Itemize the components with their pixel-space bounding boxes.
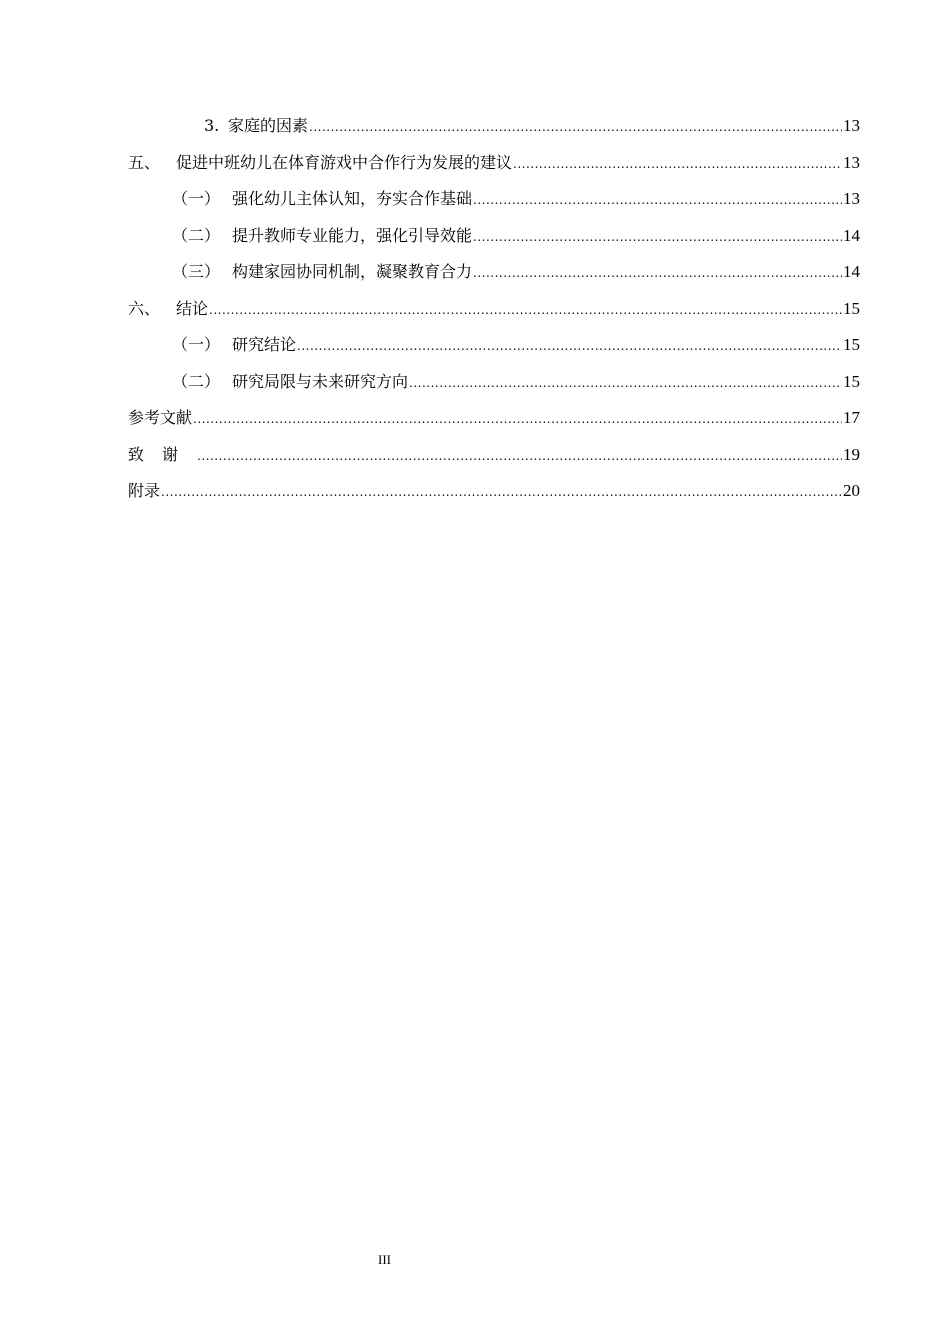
dot-leader bbox=[473, 225, 842, 249]
toc-entry-title: 提升教师专业能力，强化引导效能 bbox=[232, 225, 473, 245]
toc-entry-title: 研究结论 bbox=[232, 335, 297, 354]
footer-page-number: III bbox=[378, 1252, 391, 1267]
dot-leader bbox=[197, 444, 842, 468]
toc-entry-page: 14 bbox=[843, 262, 860, 281]
dot-leader bbox=[161, 480, 842, 504]
dot-leader bbox=[209, 298, 842, 322]
toc-entry-title: 致谢 bbox=[128, 444, 197, 464]
toc-entry-page: 13 bbox=[843, 152, 860, 172]
toc-entry-references[interactable] bbox=[128, 406, 860, 443]
dot-leader bbox=[409, 371, 842, 395]
toc-entry-family-factors[interactable] bbox=[128, 114, 860, 151]
toc-entry-appendix[interactable] bbox=[128, 479, 860, 516]
toc-entry-number: （一） bbox=[172, 335, 221, 354]
table-of-contents bbox=[128, 114, 860, 516]
toc-entry-page: 20 bbox=[843, 481, 860, 500]
dot-leader bbox=[193, 407, 842, 431]
toc-entry-number: 3. bbox=[204, 116, 220, 135]
toc-entry-title: 促进中班幼儿在体育游戏中合作行为发展的建议 bbox=[176, 152, 513, 172]
toc-entry-section-5-3[interactable] bbox=[128, 260, 860, 297]
toc-entry-page: 14 bbox=[843, 225, 860, 245]
toc-entry-title: 家庭的因素 bbox=[228, 116, 309, 135]
toc-entry-title: 附录 bbox=[128, 481, 161, 500]
dot-leader bbox=[297, 334, 842, 358]
toc-entry-section-6-1[interactable] bbox=[128, 333, 860, 370]
toc-entry-page: 13 bbox=[843, 116, 860, 135]
toc-entry-chapter-6[interactable] bbox=[128, 297, 860, 334]
dot-leader bbox=[309, 115, 842, 139]
toc-entry-section-6-2[interactable] bbox=[128, 370, 860, 407]
toc-entry-number: （三） bbox=[172, 262, 221, 281]
dot-leader bbox=[473, 188, 842, 212]
toc-entry-acknowledgements[interactable] bbox=[128, 443, 860, 480]
toc-entry-page: 13 bbox=[843, 189, 860, 208]
toc-entry-page: 15 bbox=[843, 335, 860, 354]
toc-entry-page: 15 bbox=[843, 298, 860, 318]
toc-entry-page: 17 bbox=[843, 408, 860, 427]
toc-entry-chapter-5[interactable] bbox=[128, 151, 860, 188]
dot-leader bbox=[513, 152, 842, 176]
toc-entry-section-5-1[interactable] bbox=[128, 187, 860, 224]
toc-entry-title: 强化幼儿主体认知，夯实合作基础 bbox=[232, 189, 473, 208]
toc-entry-page: 19 bbox=[843, 444, 860, 464]
dot-leader bbox=[473, 261, 842, 285]
toc-entry-number: （二） bbox=[172, 225, 221, 245]
toc-entry-number: （二） bbox=[172, 371, 221, 391]
toc-entry-title: 参考文献 bbox=[128, 408, 193, 427]
toc-entry-page: 15 bbox=[843, 371, 860, 391]
toc-entry-number: 五、 bbox=[128, 152, 161, 172]
toc-entry-title: 研究局限与未来研究方向 bbox=[232, 371, 409, 391]
toc-entry-number: 六、 bbox=[128, 298, 161, 318]
toc-entry-title: 构建家园协同机制，凝聚教育合力 bbox=[232, 262, 473, 281]
toc-entry-number: （一） bbox=[172, 189, 221, 208]
toc-entry-title: 结论 bbox=[176, 298, 209, 318]
toc-entry-section-5-2[interactable] bbox=[128, 224, 860, 261]
